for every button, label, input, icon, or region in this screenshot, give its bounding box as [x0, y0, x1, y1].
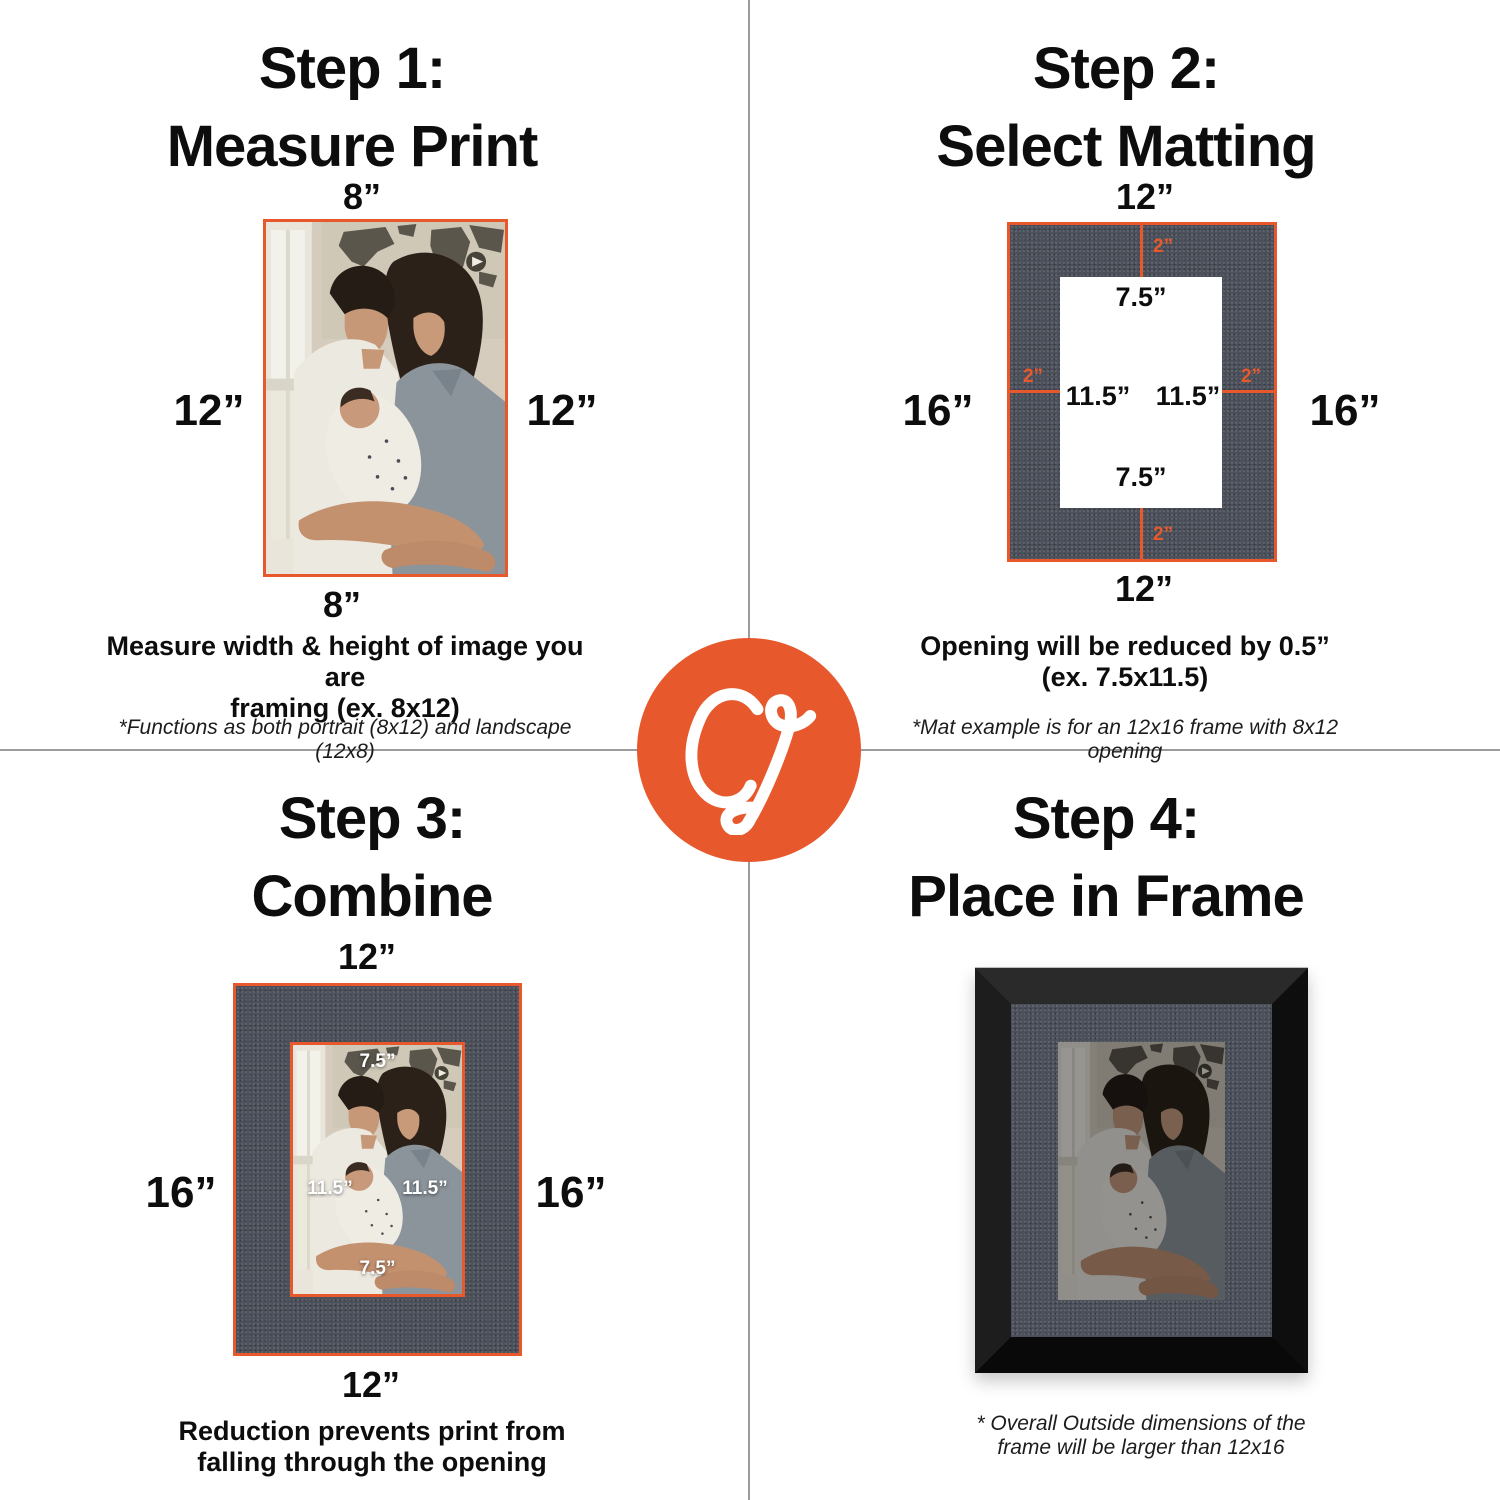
step2-tick-top: [1140, 225, 1143, 277]
step4-black-frame: [975, 968, 1308, 1373]
step3-title: [122, 780, 622, 936]
step4-title-line1: Step 4:: [1012, 786, 1200, 851]
step2-footnote: *Mat example is for an 12x16 frame with 8x12 opening: [911, 716, 1339, 763]
step4-title: [856, 780, 1356, 936]
step3-bottom-dimension: 12”: [341, 1364, 401, 1405]
step3-caption: [122, 1416, 622, 1478]
family-photo-illustration: [1058, 1042, 1225, 1300]
step2-title-line1: Step 2:: [1032, 36, 1220, 101]
step3-right-dimension: 16”: [535, 1168, 607, 1217]
step2-tick-label-right: 2”: [1240, 366, 1262, 387]
brand-logo-badge: [637, 638, 861, 862]
step3-caption-line2: falling through the opening: [197, 1447, 547, 1477]
step1-title-line2: Measure Print: [166, 114, 538, 179]
step2-left-dimension: 16”: [902, 386, 974, 435]
step2-tick-left: [1010, 390, 1060, 393]
step1-bottom-dimension: 8”: [322, 584, 362, 625]
step1-left-dimension: 12”: [173, 386, 245, 435]
brand-monogram-icon: [664, 665, 834, 835]
step2-opening-label-bottom: 7.5”: [1115, 462, 1167, 492]
step2-opening-label-top: 7.5”: [1115, 282, 1167, 312]
step3-photo-label-right: 11.5”: [402, 1178, 448, 1199]
step1-title-line1: Step 1:: [258, 36, 446, 101]
step4-title-line2: Place in Frame: [908, 864, 1304, 929]
step3-top-dimension: 12”: [337, 936, 397, 977]
step2-bottom-dimension: 12”: [1114, 568, 1174, 609]
step1-top-dimension: 8”: [342, 176, 382, 217]
step3-title-line2: Combine: [251, 864, 493, 929]
step2-tick-bottom: [1140, 508, 1143, 559]
step3-photo-label-top: 7.5”: [359, 1051, 396, 1072]
step2-tick-label-top: 2”: [1152, 236, 1174, 257]
step2-top-dimension: 12”: [1115, 176, 1175, 217]
step3-print-in-mat: [290, 1042, 465, 1297]
step2-caption-line1: Opening will be reduced by 0.5”: [920, 631, 1330, 661]
step2-right-dimension: 16”: [1309, 386, 1381, 435]
step1-caption-line1: Measure width & height of image you are: [106, 631, 584, 692]
step1-footnote: *Functions as both portrait (8x12) and landscape (12x8): [118, 716, 572, 763]
step1-caption: [95, 631, 595, 724]
step3-photo-label-bottom: 7.5”: [359, 1258, 396, 1279]
step2-opening-label-left: 11.5”: [1065, 381, 1131, 411]
step1-caption-line2: framing (ex. 8x12): [230, 693, 460, 723]
step2-caption: [875, 631, 1375, 693]
step1-title: [102, 30, 602, 186]
step2-title-line2: Select Matting: [936, 114, 1316, 179]
step1-right-dimension: 12”: [526, 386, 598, 435]
step4-footnote-line1: * Overall Outside dimensions of the: [976, 1412, 1306, 1435]
step4-framed-photo: [1058, 1042, 1225, 1300]
step3-photo-label-left: 11.5”: [307, 1178, 353, 1199]
step4-mat-board: [1011, 1004, 1272, 1337]
step4-footnote: [891, 1412, 1391, 1460]
step1-print-photo: [263, 219, 508, 577]
family-photo-illustration: [266, 222, 505, 574]
step2-caption-line2: (ex. 7.5x11.5): [1041, 662, 1209, 692]
step3-left-dimension: 16”: [145, 1168, 217, 1217]
step3-title-line1: Step 3:: [278, 786, 466, 851]
step4-footnote-line2: frame will be larger than 12x16: [997, 1436, 1285, 1459]
step2-tick-right: [1222, 390, 1274, 393]
family-photo-illustration: [293, 1045, 462, 1294]
step3-caption-line1: Reduction prevents print from: [178, 1416, 566, 1446]
step2-tick-label-left: 2”: [1022, 366, 1044, 387]
step2-tick-label-bottom: 2”: [1152, 524, 1174, 545]
step2-opening-label-right: 11.5”: [1155, 381, 1221, 411]
step2-title: [876, 30, 1376, 186]
